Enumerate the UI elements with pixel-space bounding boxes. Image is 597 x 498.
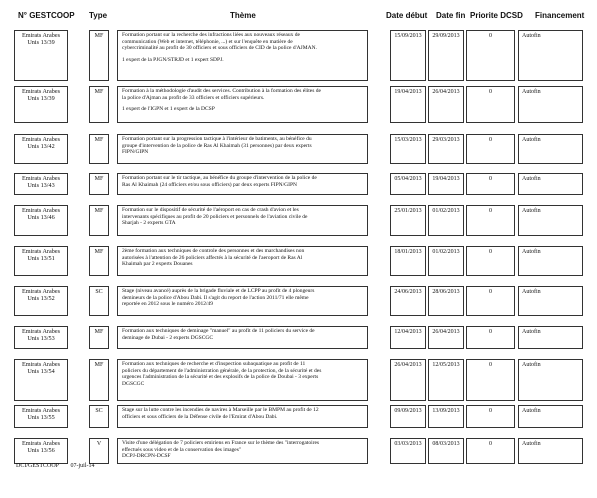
row-gestcoop-cell — [14, 134, 68, 164]
theme-line: 1 expert de l'IGPN et 1 expert de la DCSP — [122, 106, 215, 113]
header-date-fin: Date fin — [436, 11, 466, 20]
theme-line: Formation aux techniques de recherche et d'inspection subaquatique au profit de 11 — [122, 361, 306, 367]
row-theme-cell — [117, 134, 368, 164]
unit-country: Emirats Arabes — [22, 248, 60, 255]
row-date-fin-cell: 08/03/2013 — [428, 438, 464, 464]
unit-number: Unis 13/52 — [27, 295, 55, 302]
row-date-fin-cell: 01/02/2013 — [428, 205, 464, 236]
row-priorite-cell: 0 — [466, 286, 515, 316]
row-type-cell: MF — [89, 86, 109, 123]
row-date-debut-cell: 15/09/2013 — [390, 30, 426, 81]
theme-line: DGSCGC — [122, 380, 145, 387]
row-theme-cell — [117, 173, 368, 195]
theme-line: Ras Al Khaimah (24 officiers et/ou sous officiers) par deux experts FIPN/GIPN — [122, 181, 298, 188]
row-theme-cell — [117, 286, 368, 316]
theme-line: intervenants spécifiques au profit de 20 policiers et personnels de l'aviation civile de — [122, 213, 308, 220]
unit-country: Emirats Arabes — [22, 175, 60, 182]
row-financement-cell: Autofin — [518, 438, 583, 464]
row-theme-cell — [117, 438, 368, 464]
unit-number: Unis 13/54 — [27, 368, 55, 375]
theme-line: cybercriminalité au profit de 30 officiers et sous officiers de CID de la police d'AJMAN. — [122, 45, 317, 52]
header-gestcoop: N° GESTCOOP — [18, 11, 75, 20]
theme-line: officiers et sous officiers de la Défense civile de l'Emirat d'Abou Dabi. — [122, 413, 278, 420]
row-theme-cell — [117, 359, 368, 401]
row-financement-cell: Autofin — [518, 205, 583, 236]
row-financement-cell: Autofin — [518, 359, 583, 401]
theme-line: Formation sur le dispositif de sécurité de l'aéroport en cas de crash d'avion et les — [122, 207, 299, 213]
page-footer — [16, 463, 105, 469]
row-type-cell: MF — [89, 134, 109, 164]
row-priorite-cell: 0 — [466, 205, 515, 236]
row-gestcoop-cell — [14, 359, 68, 401]
row-priorite-cell: 0 — [466, 246, 515, 276]
row-type-cell: MF — [89, 246, 109, 276]
row-date-fin-cell: 26/04/2013 — [428, 326, 464, 349]
unit-country: Emirats Arabes — [22, 288, 60, 295]
unit-country: Emirats Arabes — [22, 440, 60, 447]
row-type-cell: MF — [89, 30, 109, 81]
theme-line: Formation portant sur le tir tactique, au bénéfice du groupe d'intervention de la police de — [122, 175, 317, 181]
row-date-debut-cell: 25/01/2013 — [390, 205, 426, 236]
row-gestcoop-cell — [14, 86, 68, 123]
header-date-debut: Date début — [386, 11, 428, 20]
theme-line: FIPN/GIPN — [122, 149, 149, 156]
unit-number: Unis 13/39 — [27, 39, 55, 46]
row-priorite-cell: 0 — [466, 438, 515, 464]
theme-line: Stage sur la lutte contre les incendies de navires à Marseille par le BMPM au profit de 12 — [122, 407, 319, 413]
theme-line: deminage de Dubai - 2 experts DGSCGC — [122, 334, 214, 341]
theme-line: la police d'Ajman au profit de 33 officiers et officiers supérieurs. — [122, 94, 265, 101]
row-priorite-cell: 0 — [466, 405, 515, 428]
row-date-fin-cell: 28/06/2013 — [428, 286, 464, 316]
row-priorite-cell: 0 — [466, 134, 515, 164]
row-date-debut-cell: 26/04/2013 — [390, 359, 426, 401]
theme-line: Formation portant sur la recherche des infractions liées aux nouveaux réseaux de — [122, 32, 300, 38]
row-financement-cell: Autofin — [518, 173, 583, 195]
row-type-cell: SC — [89, 405, 109, 428]
row-gestcoop-cell — [14, 405, 68, 428]
unit-country: Emirats Arabes — [22, 32, 60, 39]
row-type-cell: MF — [89, 205, 109, 236]
row-date-debut-cell: 03/03/2013 — [390, 438, 426, 464]
theme-line: Stage (niveau avancé) auprès de la brigade fluviale et de LCPP au profit de 4 plongeurs — [122, 288, 315, 294]
row-financement-cell: Autofin — [518, 326, 583, 349]
row-date-debut-cell: 15/03/2013 — [390, 134, 426, 164]
theme-line: Sharjah - 2 experts GTA — [122, 220, 176, 227]
row-date-debut-cell: 05/04/2013 — [390, 173, 426, 195]
row-date-fin-cell: 29/09/2013 — [428, 30, 464, 81]
header-priorite: Priorite DCSD — [470, 11, 523, 20]
row-priorite-cell: 0 — [466, 326, 515, 349]
theme-line: Formation portant sur la progression tactique à l'intérieur de batiments, au bénéfice du — [122, 136, 312, 142]
row-priorite-cell: 0 — [466, 30, 515, 81]
row-financement-cell: Autofin — [518, 405, 583, 428]
row-gestcoop-cell — [14, 246, 68, 276]
theme-line: urgences l'administration de la sécurité et des explosifs de la police de Doubai - 3 experts — [122, 374, 319, 381]
unit-country: Emirats Arabes — [22, 361, 60, 368]
row-date-fin-cell: 12/05/2013 — [428, 359, 464, 401]
row-date-debut-cell: 24/06/2013 — [390, 286, 426, 316]
unit-number: Unis 13/56 — [27, 447, 55, 454]
row-date-debut-cell: 19/04/2013 — [390, 86, 426, 123]
row-date-debut-cell: 12/04/2013 — [390, 326, 426, 349]
unit-number: Unis 13/39 — [27, 95, 55, 102]
row-gestcoop-cell — [14, 173, 68, 195]
row-gestcoop-cell — [14, 205, 68, 236]
unit-country: Emirats Arabes — [22, 88, 60, 95]
row-date-fin-cell: 01/02/2013 — [428, 246, 464, 276]
theme-line: policiers du département de l'administration générale, de la protection, de la sécurité et des — [122, 367, 322, 374]
row-gestcoop-cell — [14, 30, 68, 81]
row-theme-cell — [117, 205, 368, 236]
header-type: Type — [89, 11, 108, 20]
row-theme-cell — [117, 30, 368, 81]
row-theme-cell — [117, 405, 368, 428]
theme-line: 2ème formation aux techniques de controle des personnes et des marchandises non — [122, 248, 305, 254]
row-priorite-cell: 0 — [466, 173, 515, 195]
theme-line: reportée en 2012 sous le numéro 2012/49 — [122, 301, 214, 308]
theme-line: groupe d'intervention de la police de Ras Al Khaimah (31 personnes) par deux experts — [122, 142, 312, 149]
row-theme-cell — [117, 246, 368, 276]
theme-line: Formation aux techniques de deminage "manuel" au profit de 11 policiers du service de — [122, 328, 315, 334]
row-financement-cell: Autofin — [518, 286, 583, 316]
header-theme: Thème — [230, 11, 256, 20]
row-priorite-cell: 0 — [466, 359, 515, 401]
row-type-cell: MF — [89, 359, 109, 401]
row-date-fin-cell: 26/04/2013 — [428, 86, 464, 123]
row-date-debut-cell: 09/09/2013 — [390, 405, 426, 428]
theme-line: 1 expert de la PJGN/STRJD et 1 expert SDPJ. — [122, 56, 224, 63]
row-financement-cell: Autofin — [518, 30, 583, 81]
unit-number: Unis 13/51 — [27, 255, 55, 262]
footer-date: 07-juil-14 — [70, 463, 95, 469]
row-gestcoop-cell — [14, 438, 68, 464]
theme-line: DCPJ-DRCPN-DCSF — [122, 453, 171, 460]
unit-number: Unis 13/43 — [27, 182, 55, 189]
row-date-fin-cell: 13/09/2013 — [428, 405, 464, 428]
row-financement-cell: Autofin — [518, 246, 583, 276]
row-gestcoop-cell — [14, 326, 68, 349]
row-type-cell: SC — [89, 286, 109, 316]
theme-line: autorisées à l'attention de 26 policiers affectés à la sécurité de l'aeroport de Ras Al — [122, 254, 303, 261]
row-financement-cell: Autofin — [518, 86, 583, 123]
row-priorite-cell: 0 — [466, 86, 515, 123]
theme-line: Khaimah par 2 experts Douanes — [122, 261, 193, 268]
footer-dept: DCI/GESTCOOP — [16, 463, 60, 469]
unit-country: Emirats Arabes — [22, 407, 60, 414]
theme-line: demineurs de la police d'Abou Dabi. Il s'agit du report de l'action 2011/71 elle même — [122, 294, 309, 301]
row-financement-cell: Autofin — [518, 134, 583, 164]
row-date-debut-cell: 18/01/2013 — [390, 246, 426, 276]
theme-line: Formation à la méthodologie d'audit des services. Contribution à la formation des élites de — [122, 88, 321, 94]
row-theme-cell — [117, 326, 368, 349]
unit-number: Unis 13/55 — [27, 414, 55, 421]
unit-number: Unis 13/46 — [27, 214, 55, 221]
unit-country: Emirats Arabes — [22, 207, 60, 214]
row-theme-cell — [117, 86, 368, 123]
header-financement: Financement — [535, 11, 585, 20]
row-type-cell: V — [89, 438, 109, 464]
unit-number: Unis 13/53 — [27, 335, 55, 342]
unit-country: Emirats Arabes — [22, 136, 60, 143]
row-type-cell: MF — [89, 173, 109, 195]
unit-country: Emirats Arabes — [22, 328, 60, 335]
unit-number: Unis 13/42 — [27, 143, 55, 150]
row-date-fin-cell: 29/03/2013 — [428, 134, 464, 164]
theme-line: effectués sous video et de la conservation des images" — [122, 446, 242, 453]
row-type-cell: MF — [89, 326, 109, 349]
row-date-fin-cell: 19/04/2013 — [428, 173, 464, 195]
theme-line: communication (Web et internet, téléphonie, ...) et sur l'enquête en matière de — [122, 38, 293, 45]
row-gestcoop-cell — [14, 286, 68, 316]
theme-line: Visite d'une délégation de 7 policiers emiriens en France sur le thème des "interrogatoires — [122, 440, 320, 446]
